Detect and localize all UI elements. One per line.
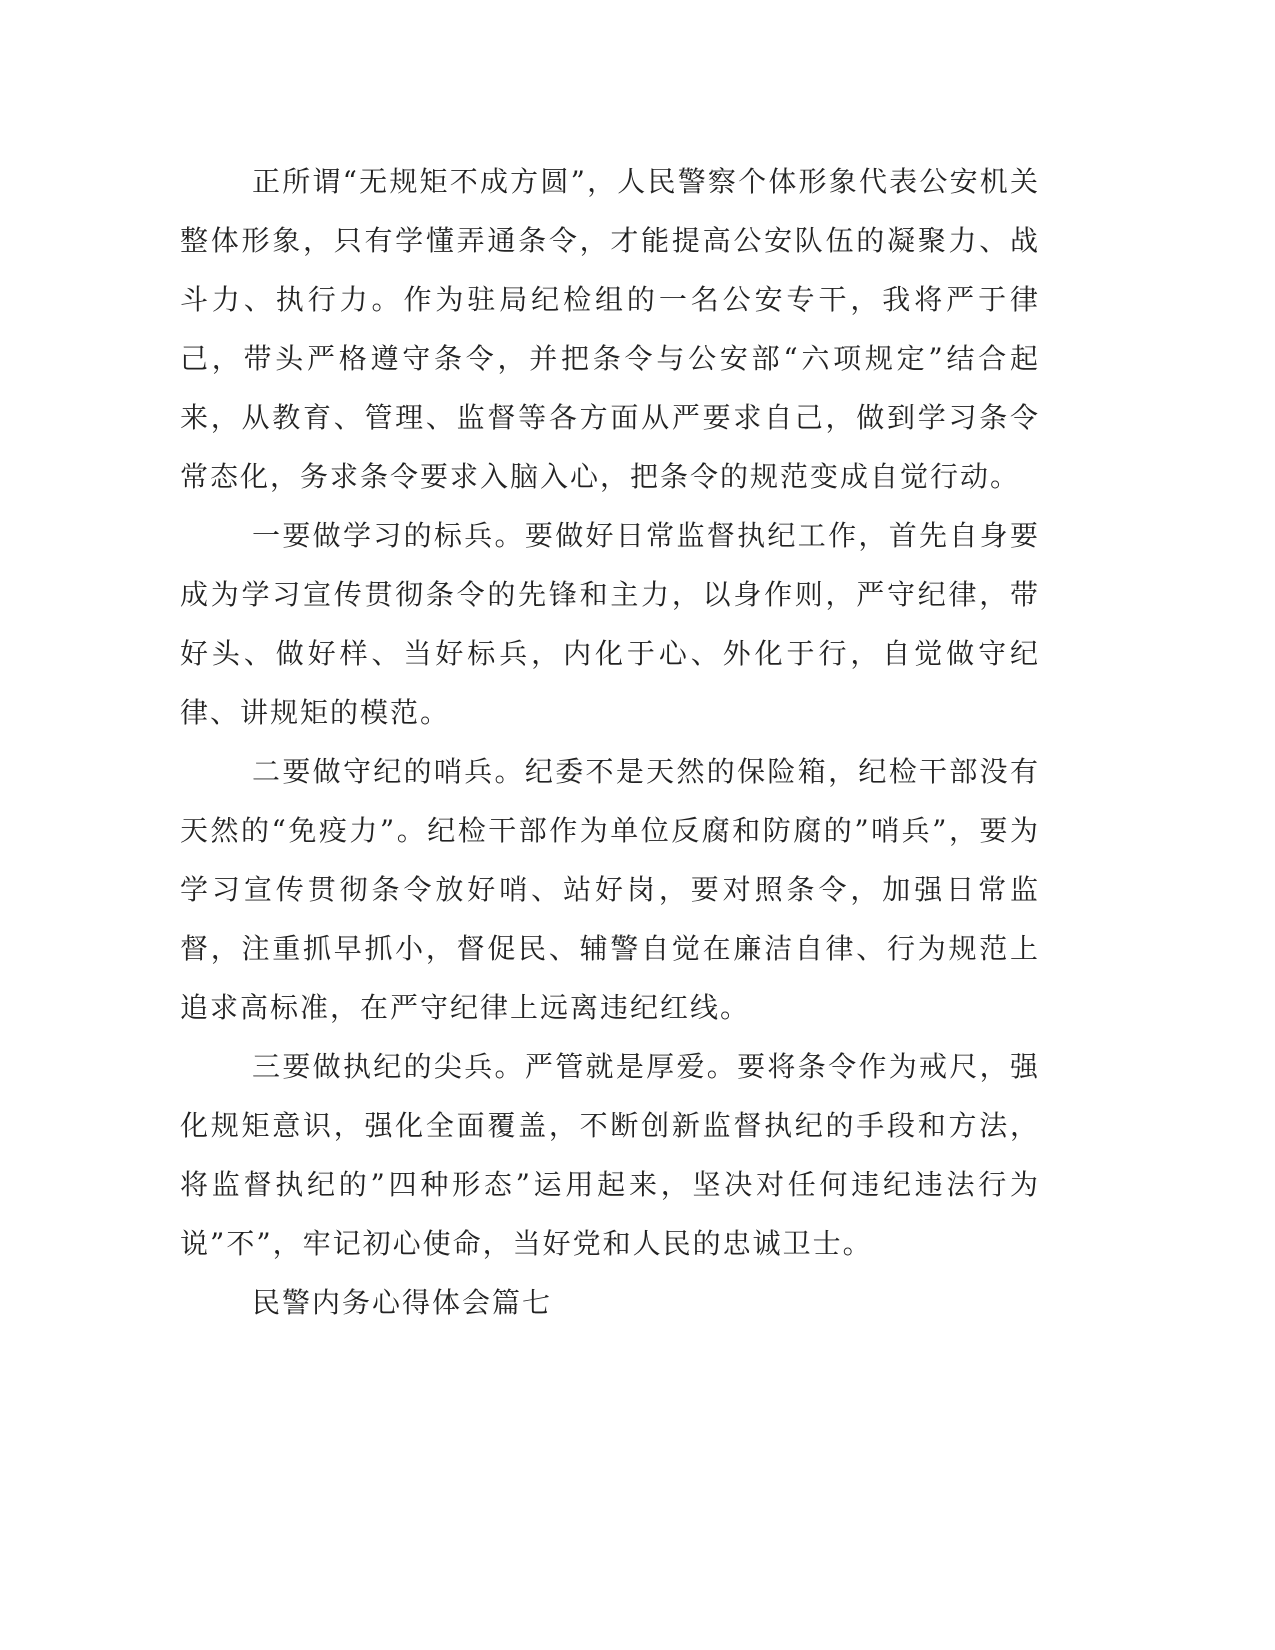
paragraph-discipline-sentry: 二要做守纪的哨兵。纪委不是天然的保险箱，纪检干部没有天然的“免疫力”。纪检干部作为单位反腐和防腐的”哨兵”，要为学习宣传贯彻条令放好哨、站好岗，要对照条令，加强日常监督，注重抓早抓小，督促民、辅警自觉在廉洁自律、行为规范上追求高标准，在严守纪律上远离违纪红线。 bbox=[180, 755, 1040, 1024]
paragraph-intro: 正所谓“无规矩不成方圆”，人民警察个体形象代表公安机关整体形象，只有学懂弄通条令，才能提高公安队伍的凝聚力、战斗力、执行力。作为驻局纪检组的一名公安专干，我将严于律己，带头严格遵守条令，并把条令与公安部“六项规定”结合起来，从教育、管理、监督等各方面从严要求自己，做到学习条令常态化，务求条令要求入脑入心，把条令的规范变成自觉行动。 bbox=[180, 165, 1040, 493]
paragraph-enforcement-vanguard: 三要做执纪的尖兵。严管就是厚爱。要将条令作为戒尺，强化规矩意识，强化全面覆盖，不断创新监督执纪的手段和方法，将监督执纪的”四种形态”运用起来，坚决对任何违纪违法行为说”不”，牢记初心使命，当好党和人民的忠诚卫士。 bbox=[180, 1050, 1040, 1260]
document-body bbox=[180, 152, 1040, 1332]
paragraph-study-model: 一要做学习的标兵。要做好日常监督执纪工作，首先自身要成为学习宣传贯彻条令的先锋和主力，以身作则，严守纪律，带好头、做好样、当好标兵，内化于心、外化于行，自觉做守纪律、讲规矩的模范。 bbox=[180, 519, 1040, 729]
section-title: 民警内务心得体会篇七 bbox=[252, 1286, 553, 1319]
